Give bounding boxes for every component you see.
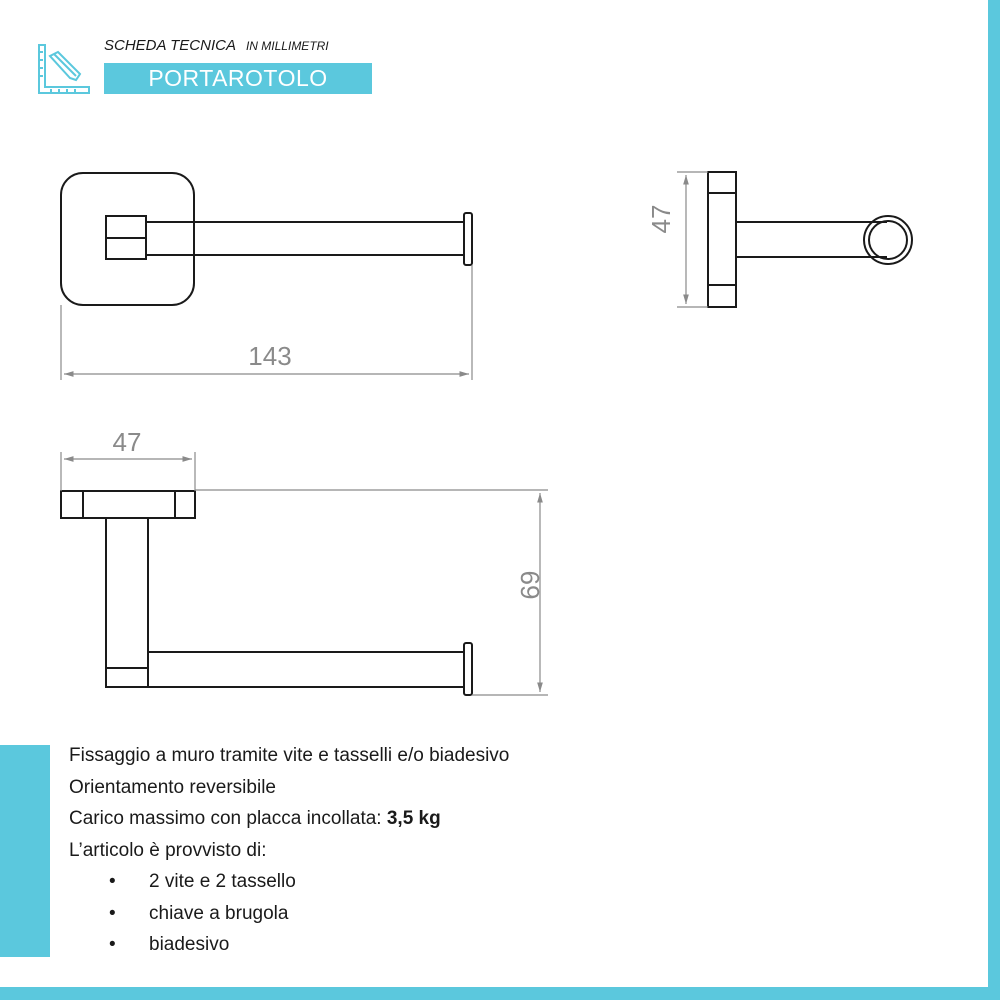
product-title: PORTAROTOLO [148, 65, 328, 91]
included-items-heading: L’articolo è provvisto di: [69, 839, 267, 861]
list-item [69, 929, 669, 961]
front-width-label: 143 [248, 341, 292, 371]
side-view-end-cap [864, 216, 912, 264]
bullet-icon: • [109, 871, 116, 892]
top-width-label: 47 [112, 427, 142, 457]
subtitle-units: IN MILLIMETRI [245, 39, 329, 53]
top-view [61, 491, 472, 695]
max-load-info [69, 803, 769, 835]
top-depth-label: 69 [515, 570, 545, 600]
max-load-label: Carico massimo con placca incollata: [69, 808, 387, 829]
list-item-text: chiave a brugola [149, 902, 289, 924]
list-item-text: 2 vite e 2 tassello [149, 871, 296, 892]
list-item [69, 866, 669, 898]
side-view-dimension [677, 172, 708, 307]
side-height-label: 47 [646, 204, 676, 234]
bullet-icon: • [109, 934, 116, 955]
bullet-icon: • [109, 902, 116, 924]
list-item-text: biadesivo [149, 934, 230, 955]
list-item [69, 898, 669, 930]
side-view [708, 172, 912, 307]
front-view-end-cap [464, 213, 472, 265]
top-view-arm [106, 518, 148, 687]
included-items-list [69, 866, 669, 961]
product-description [69, 740, 769, 955]
mounting-info: Fissaggio a muro tramite vite e tasselli e/o biadesivo [69, 745, 510, 766]
max-load-value: 3,5 kg [386, 808, 441, 829]
subtitle-main: SCHEDA TECNICA [104, 37, 236, 54]
front-view [61, 173, 472, 305]
top-view-end-cap [464, 643, 472, 695]
orientation-info: Orientamento reversibile [69, 776, 276, 798]
